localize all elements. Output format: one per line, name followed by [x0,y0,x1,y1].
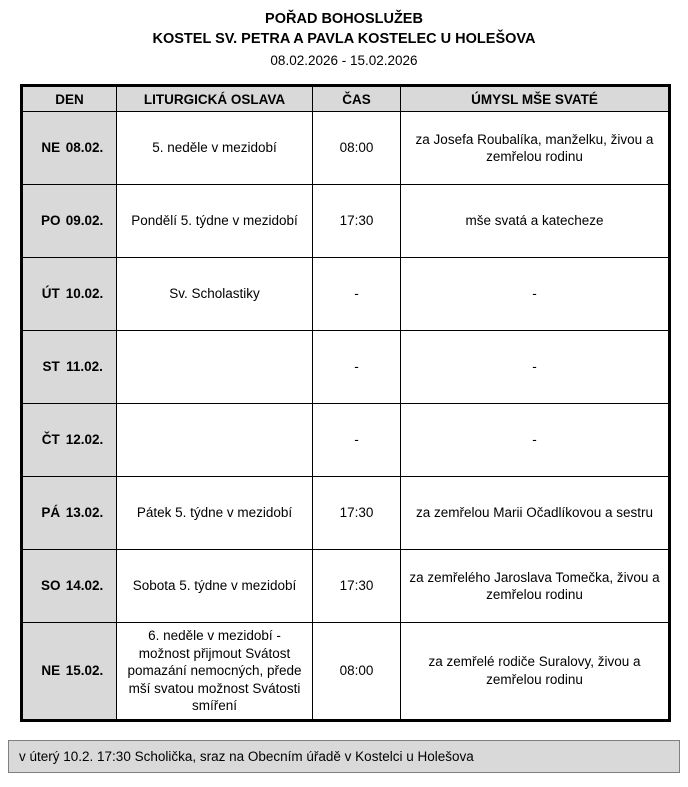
day-abbr: SO [40,578,61,594]
day-date: 11.02. [66,359,103,375]
time-cell: - [313,331,401,404]
day-cell [22,331,117,404]
time-cell: 17:30 [313,550,401,623]
date-range: 08.02.2026 - 15.02.2026 [270,53,418,69]
table-row [22,185,670,258]
table-row [22,550,670,623]
time-cell: 08:00 [313,623,401,721]
intention-cell: za zemřelého Jaroslava Tomečka, živou a zemřelou rodinu [401,550,670,623]
day-abbr: NE [41,663,61,679]
celebration-cell: Sv. Scholastiky [117,258,313,331]
intention-cell: za Josefa Roubalíka, manželku, živou a zemřelou rodinu [401,112,670,185]
day-date: 14.02. [65,578,104,594]
day-date: 12.02. [65,432,104,448]
time-cell: 17:30 [313,185,401,258]
day-abbr: ÚT [41,286,60,302]
schedule-table [20,84,671,722]
celebration-cell [117,404,313,477]
celebration-cell: Pátek 5. týdne v mezidobí [117,477,313,550]
column-header-umysl: ÚMYSL MŠE SVATÉ [401,86,670,112]
table-row [22,477,670,550]
table-row [22,112,670,185]
celebration-cell: Sobota 5. týdne v mezidobí [117,550,313,623]
day-date: 15.02. [65,663,104,679]
table-row [22,258,670,331]
celebration-cell: 5. neděle v mezidobí [117,112,313,185]
column-header-liturgicka-oslava: LITURGICKÁ OSLAVA [117,86,313,112]
day-cell [22,258,117,331]
intention-cell: - [401,331,670,404]
celebration-cell [117,331,313,404]
day-cell [22,550,117,623]
celebration-cell: Pondělí 5. týdne v mezidobí [117,185,313,258]
day-abbr: ST [42,359,60,375]
day-date: 10.02. [65,286,104,302]
table-row [22,331,670,404]
day-cell [22,112,117,185]
page-title: POŘAD BOHOSLUŽEB [265,11,423,27]
intention-cell: mše svatá a katecheze [401,185,670,258]
intention-cell: za zemřelé rodiče Suralovy, živou a zemřelou rodinu [401,623,670,721]
day-cell [22,477,117,550]
church-name: KOSTEL SV. PETRA A PAVLA KOSTELEC U HOLEŠOVA [152,30,536,47]
day-abbr: PO [40,213,61,229]
day-date: 09.02. [65,213,104,229]
time-cell: - [313,404,401,477]
time-cell: 17:30 [313,477,401,550]
day-abbr: NE [41,140,61,156]
intention-cell: - [401,258,670,331]
day-abbr: ČT [41,432,60,448]
time-cell: - [313,258,401,331]
celebration-cell: 6. neděle v mezidobí - možnost přijmout Svátost pomazání nemocných, přede mší svatou možnost Svátosti smíření [117,623,313,721]
day-date: 13.02. [65,505,104,521]
day-date: 08.02. [65,140,104,156]
intention-cell: za zemřelou Marii Očadlíkovou a sestru [401,477,670,550]
column-header-cas: ČAS [313,86,401,112]
day-abbr: PÁ [41,505,61,521]
table-row [22,623,670,721]
intention-cell: - [401,404,670,477]
footer-note: v úterý 10.2. 17:30 Scholička, sraz na Obecním úřadě v Kostelci u Holešova [8,740,680,773]
table-header-row [22,86,670,112]
day-cell [22,185,117,258]
schedule-body [22,112,670,721]
table-row [22,404,670,477]
day-cell [22,404,117,477]
column-header-den: DEN [22,86,117,112]
time-cell: 08:00 [313,112,401,185]
day-cell [22,623,117,721]
header-block [20,10,668,68]
